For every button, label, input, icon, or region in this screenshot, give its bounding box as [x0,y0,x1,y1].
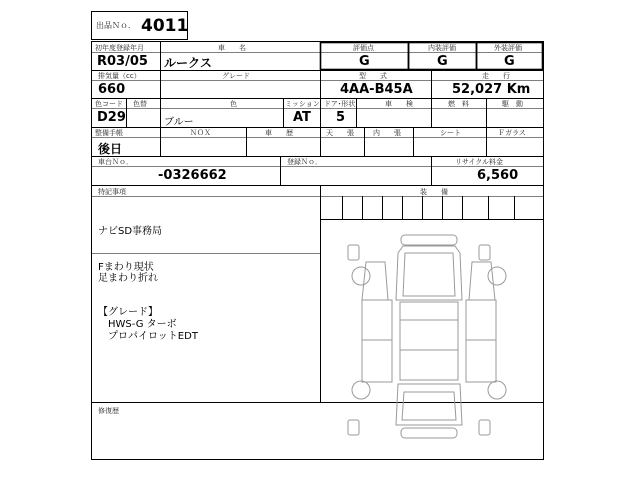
model-label: 型 式 [359,72,387,80]
doors-label: ドア･形状 [324,100,356,108]
note-line: Fまわり現状 [98,262,154,273]
recycle-value: 6,560 [477,168,519,183]
lot-number-label: 出品Ｎｏ． [96,21,136,30]
reg-no-label: 登録Ｎｏ． [287,158,322,166]
car-diagram [348,235,506,438]
exterior-score-value: G [504,54,515,69]
color-value: ブルー [164,117,194,128]
score-value: G [359,54,370,69]
recycle-label: リサイクル料金 [455,158,504,166]
exterior-score-label: 外装評価 [494,44,522,52]
history-label: 車 歴 [265,129,293,137]
repair-history-label: 修復歴 [98,407,119,415]
notes-label: 特記事項 [98,188,126,196]
first-reg-value: R03/05 [97,54,148,69]
note-line: プロパイロットEDT [98,331,198,342]
color-code-value: D29 [97,110,126,125]
car-name-value: ルークス [164,56,212,70]
seat-label: シート [440,129,461,137]
note-line: 足まわり折れ [98,273,158,284]
mileage-label: 走 行 [482,72,510,80]
interior-label: 内 張 [373,129,401,137]
chassis-label: 車台Ｎｏ． [98,158,133,166]
equipment-label: 装 備 [420,188,448,196]
transmission-label: ミッション [285,100,320,108]
glass-label: Ｆガラス [498,129,526,137]
roof-label: 天 張 [326,129,354,137]
model-value: 4AA-B45A [340,82,413,97]
note-line: HWS-G ターボ [98,319,177,330]
lot-number: 4011 [141,16,189,36]
nox-label: ＮＯＸ [190,129,211,137]
manual-value: 後日 [98,142,123,156]
color-label: 色 [230,100,237,108]
inspection-label: 車 検 [385,100,413,108]
doors-value: 5 [336,110,346,125]
interior-score-label: 内装評価 [428,44,456,52]
displacement-label: 排気量（cc） [98,72,141,80]
color-code-label: 色コード [95,100,123,108]
car-name-label: 車 名 [218,44,246,52]
grade-label: グレード [222,72,250,80]
note-line: ナビSD事務局 [98,226,163,237]
drive-label: 駆 動 [502,100,523,108]
chassis-value: -0326662 [158,168,227,183]
color-change-label: 色替 [133,100,147,108]
fuel-label: 燃 料 [448,100,469,108]
manual-label: 整備手帳 [95,129,123,137]
transmission-value: AT [293,110,311,125]
mileage-value: 52,027 Km [452,82,531,97]
score-label: 評価点 [353,44,374,52]
note-line: 【グレード】 [98,307,158,318]
displacement-value: 660 [98,82,126,97]
interior-score-value: G [437,54,448,69]
first-reg-label: 初年度登録年月 [95,44,144,52]
